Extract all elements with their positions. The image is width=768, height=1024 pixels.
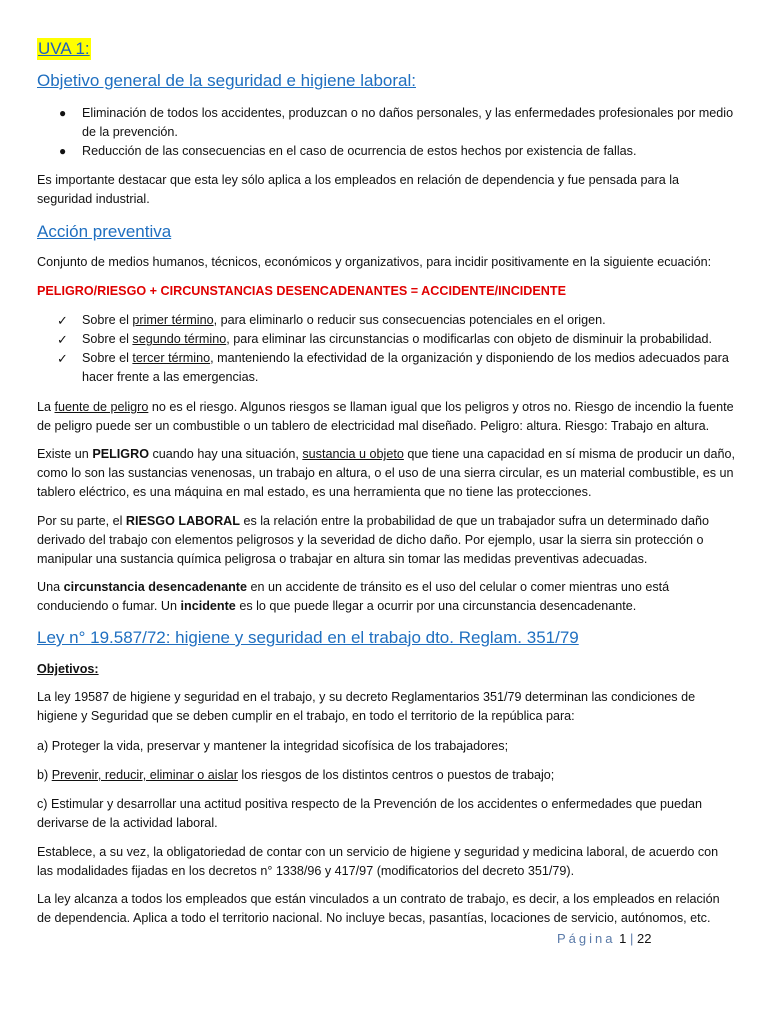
paragraph-circunstancia: Una circunstancia desencadenante en un accidente de tránsito es el uso del celular o comer mientras uno está conduciendo o fumar. Un incidente es lo que puede llegar a ocurrir por una circunstancia desencadenante.: [37, 580, 670, 613]
paragraph-ley-importante: Es importante destacar que esta ley sólo aplica a los empleados en relación de dependencia y fue pensada para la seguridad industrial.: [37, 173, 679, 206]
page-number: 1: [619, 931, 627, 946]
paragraph-objetivo-b: b) Prevenir, reducir, eliminar o aislar los riesgos de los distintos centros o puestos de trabajo;: [37, 768, 555, 782]
paragraph-objetivo-c: c) Estimular y desarrollar una actitud positiva respecto de la Prevención de los accidentes o enfermedades que puedan derivarse de la actividad laboral.: [37, 797, 703, 830]
paragraph-alcanza: La ley alcanza a todos los empleados que están vinculados a un contrato de trabajo, es decir, a los empleados en relación de dependencia. Aplica a todo el territorio nacional. No incluye becas, pasantías, locaciones de servicio, autónomos, etc.: [37, 892, 720, 925]
paragraph-peligro: Existe un PELIGRO cuando hay una situación, sustancia u objeto que tiene una capacidad en sí misma de producir un daño, como lo son las sustancias venenosas, un trabajo en altura, o el uso de una sierra circular, es un material combustible, es un tablero eléctrico, es una máquina en mal estado, es una herramienta que no tiene las protecciones.: [37, 447, 736, 499]
checkmark-icon: ✓: [57, 332, 68, 347]
checkmark-icon: ✓: [57, 351, 68, 366]
paragraph-conjunto: Conjunto de medios humanos, técnicos, económicos y organizativos, para incidir positivamente en la siguiente ecuación:: [37, 255, 712, 269]
bullet-item-1: Eliminación de todos los accidentes, produzcan o no daños personales, y las enfermedades profesionales por medio de la prevención.: [82, 106, 734, 139]
heading-accion-preventiva: Acción preventiva: [37, 222, 172, 241]
page-separator: |: [629, 931, 634, 946]
page-footer: [557, 931, 651, 946]
unit-title: UVA 1:: [38, 39, 90, 58]
check-item-2: Sobre el segundo término, para eliminar las circunstancias o modificarlas con objeto de disminuir la probabilidad.: [82, 332, 713, 346]
page-label: Página: [557, 931, 616, 946]
paragraph-ley-19587: La ley 19587 de higiene y seguridad en el trabajo, y su decreto Reglamentarios 351/79 determinan las condiciones de higiene y Seguridad que se deben cumplir en el trabajo, en todo el territorio de la república para:: [37, 690, 696, 723]
check-item-3: Sobre el tercer término, manteniendo la efectividad de la organización y disponiendo de los medios adecuados para hacer frente a las emergencias.: [82, 351, 729, 384]
heading-ley-19587: Ley n° 19.587/72: higiene y seguridad en el trabajo dto. Reglam. 351/79: [37, 628, 579, 647]
equation-text: PELIGRO/RIESGO + CIRCUNSTANCIAS DESENCADENANTES = ACCIDENTE/INCIDENTE: [37, 284, 566, 298]
objetivos-label: Objetivos:: [37, 662, 99, 676]
check-item-1: Sobre el primer término, para eliminarlo o reducir sus consecuencias potenciales en el origen.: [82, 313, 606, 327]
bullet-dot: ●: [59, 144, 67, 158]
heading-objetivo: Objetivo general de la seguridad e higiene laboral:: [37, 71, 416, 90]
paragraph-establece: Establece, a su vez, la obligatoriedad de contar con un servicio de higiene y seguridad y medicina laboral, de acuerdo con las modalidades fijadas en los decretos n° 1338/96 y 417/97 (modificatorios del decreto 351/79).: [37, 845, 719, 878]
page-total: 22: [636, 931, 652, 946]
paragraph-objetivo-a: a) Proteger la vida, preservar y mantener la integridad sicofísica de los trabajadores;: [37, 739, 509, 753]
bullet-item-2: Reducción de las consecuencias en el caso de ocurrencia de estos hechos por existencia de fallas.: [82, 144, 637, 158]
checkmark-icon: ✓: [57, 313, 68, 328]
paragraph-riesgo-laboral: Por su parte, el RIESGO LABORAL es la relación entre la probabilidad de que un trabajador sufra un determinado daño derivado del trabajo con elementos peligrosos y la severidad de dicho daño. Por ejemplo, usar la sierra sin protección o manipular una sustancia química peligrosa o trabajar en altura sin tomar las medidas preventivas adecuadas.: [37, 514, 710, 566]
bullet-dot: ●: [59, 106, 67, 120]
paragraph-fuente-peligro: La fuente de peligro no es el riesgo. Algunos riesgos se llaman igual que los peligros y otros no. Riesgo de incendio la fuente de peligro puede ser un combustible o un tablero de electricidad mal diseñado. Peligro: altura. Riesgo: Trabajo en altura.: [37, 400, 734, 433]
